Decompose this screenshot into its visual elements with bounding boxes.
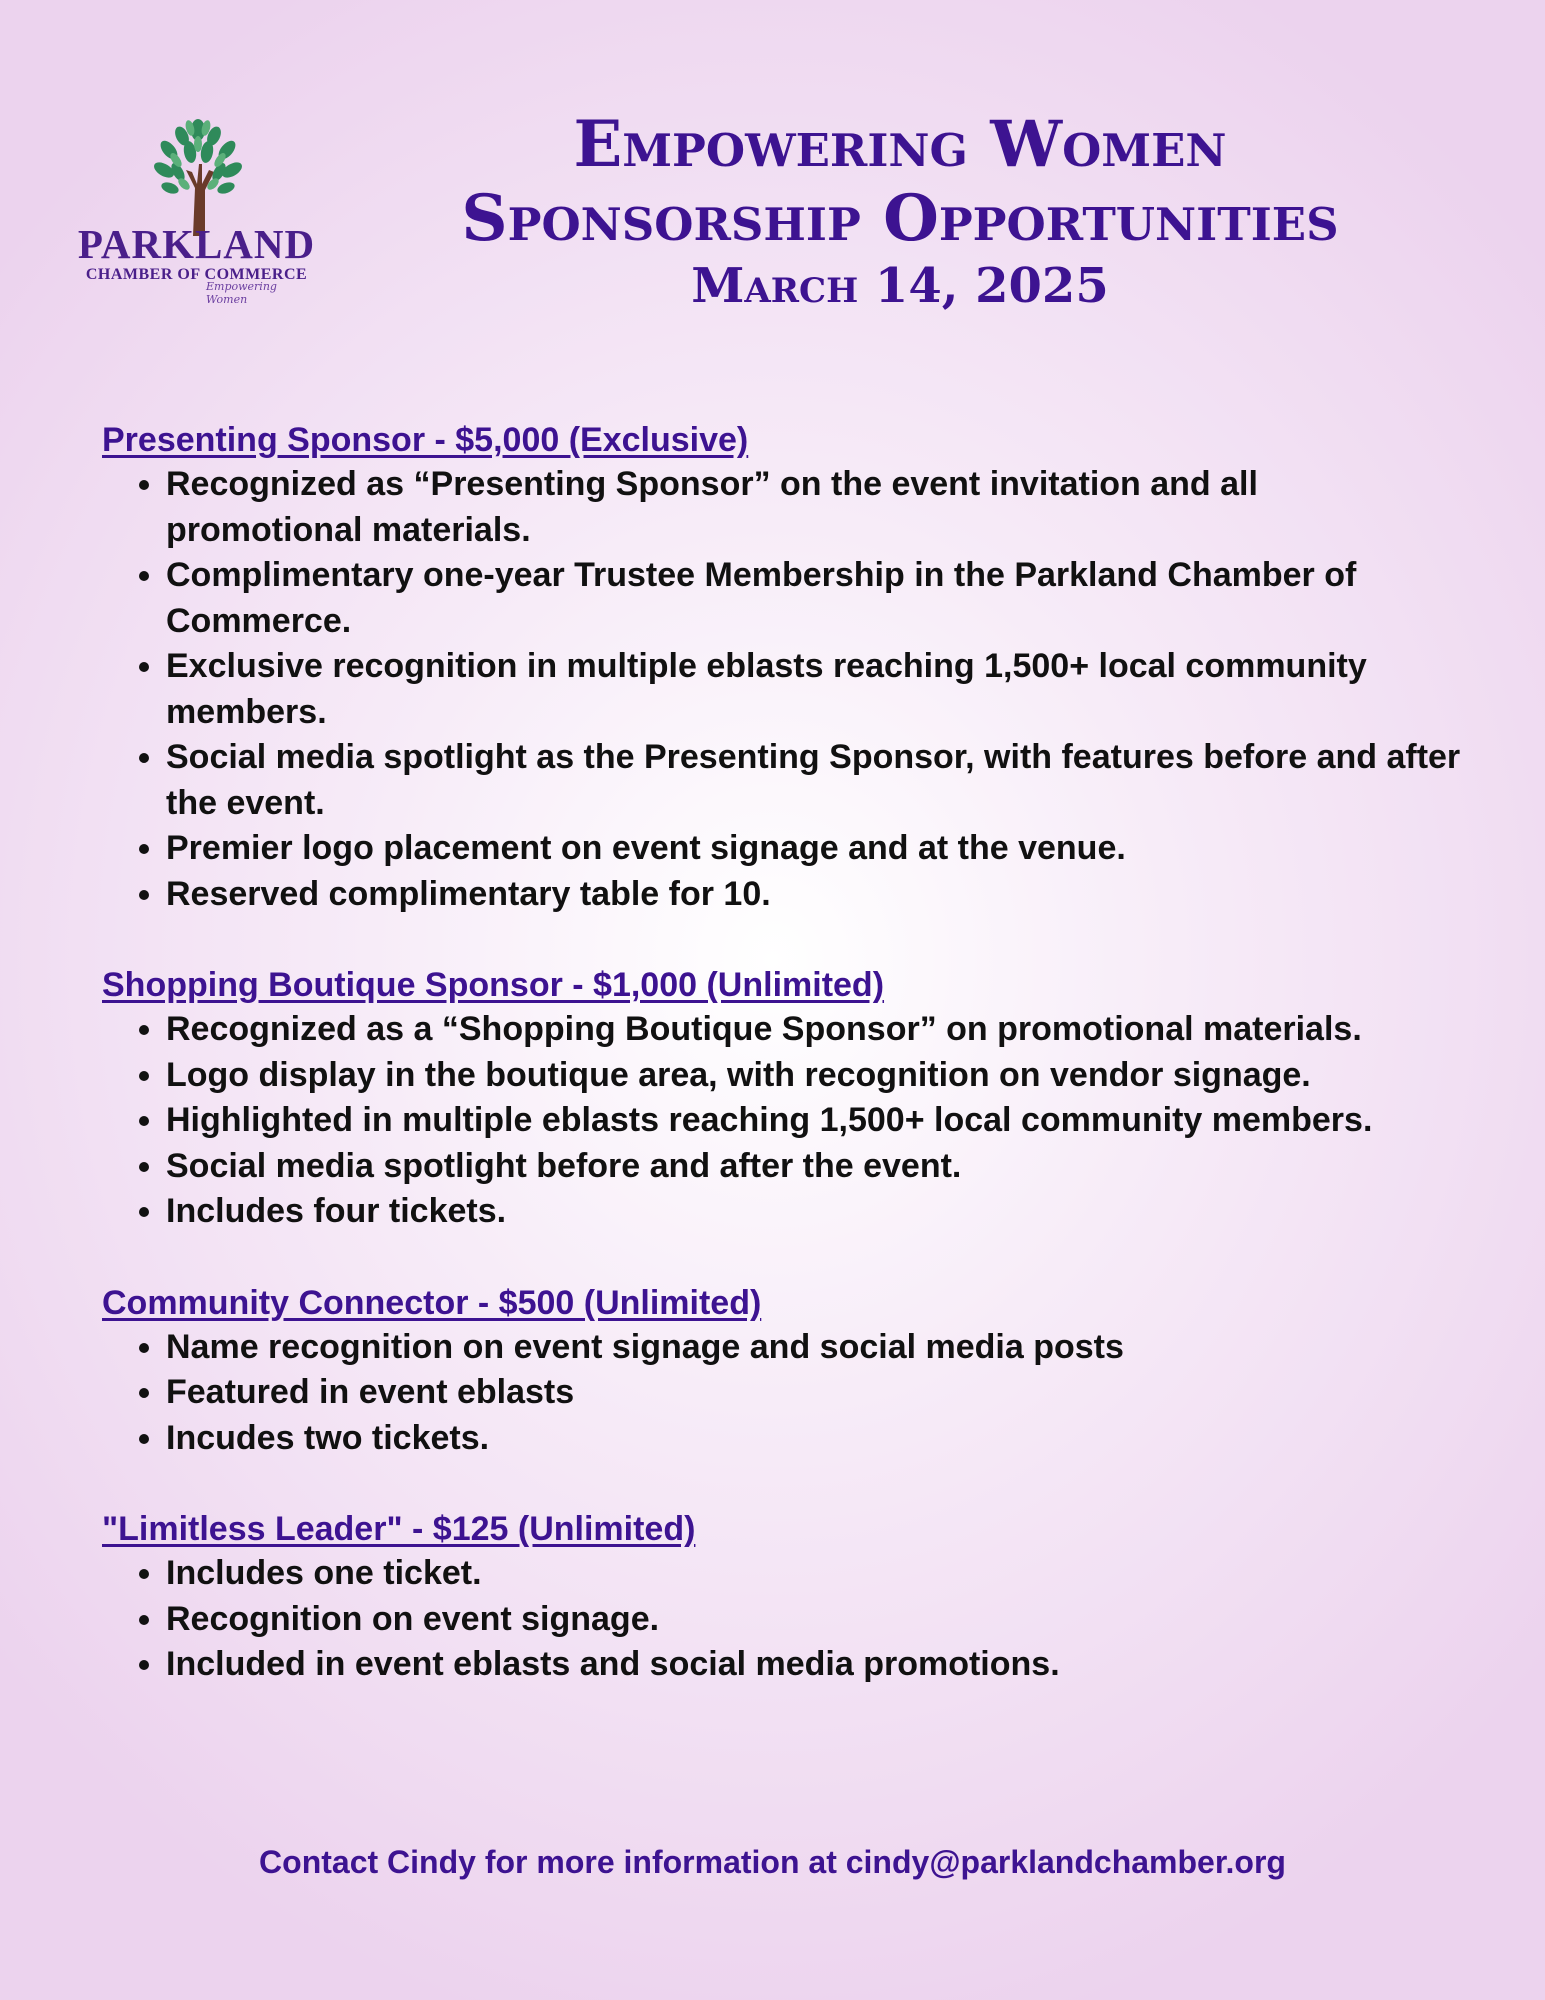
section-community-connector [102,1281,1462,1462]
section-heading: Community Connector - $500 (Unlimited) [102,1283,762,1322]
list-item: • Social media spotlight as the Presenting Sponsor, with features before and after the event. [166,735,1462,826]
benefit-list [102,1007,1462,1235]
list-item: • Included in event eblasts and social media promotions. [166,1642,1462,1688]
title-line-2: Sponsorship Opportunities [461,180,1339,256]
section-limitless-leader [102,1507,1462,1688]
section-shopping-boutique-sponsor [102,963,1462,1235]
page-header [360,108,1440,314]
contact-line: Contact Cindy for more information at cindy@parklandchamber.org [259,1844,1286,1880]
benefit-list [102,462,1462,917]
section-heading: Shopping Boutique Sponsor - $1,000 (Unlimited) [102,966,885,1004]
logo-name: PARKLAND [77,221,316,267]
list-item: • Incudes two tickets. [166,1416,1462,1462]
event-date: March 14, 2025 [691,258,1109,315]
tree-icon [74,118,319,238]
list-item: • Featured in event eblasts [166,1370,1462,1416]
logo-tagline: Empowering Women [206,280,277,306]
list-item: • Premier logo placement on event signage and at the venue. [166,826,1462,872]
list-item: • Includes four tickets. [166,1189,1462,1235]
parkland-chamber-logo [74,118,319,306]
list-item: • Name recognition on event signage and social media posts [166,1325,1462,1371]
section-presenting-sponsor [102,418,1462,917]
list-item: • Logo display in the boutique area, with recognition on vendor signage. [166,1053,1462,1099]
list-item: • Exclusive recognition in multiple eblasts reaching 1,500+ local community members. [166,644,1462,735]
list-item: • Recognition on event signage. [166,1597,1462,1643]
section-heading: "Limitless Leader" - $125 (Unlimited) [102,1510,696,1548]
list-item: • Social media spotlight before and after the event. [166,1144,1462,1190]
list-item: • Includes one ticket. [166,1551,1462,1597]
sponsorship-list [102,418,1462,1734]
list-item: • Complimentary one-year Trustee Membership in the Parkland Chamber of Commerce. [166,553,1462,644]
benefit-list [102,1551,1462,1688]
section-heading: Presenting Sponsor - $5,000 (Exclusive) [102,421,749,459]
logo-subname: CHAMBER OF COMMERCE [85,266,308,283]
benefit-list [102,1325,1462,1462]
list-item: • Highlighted in multiple eblasts reaching 1,500+ local community members. [166,1098,1462,1144]
list-item: • Recognized as “Presenting Sponsor” on the event invitation and all promotional materials. [166,462,1462,553]
list-item: • Recognized as a “Shopping Boutique Sponsor” on promotional materials. [166,1007,1462,1053]
title-line-1: Empowering Women [573,107,1227,182]
list-item: • Reserved complimentary table for 10. [166,872,1462,918]
